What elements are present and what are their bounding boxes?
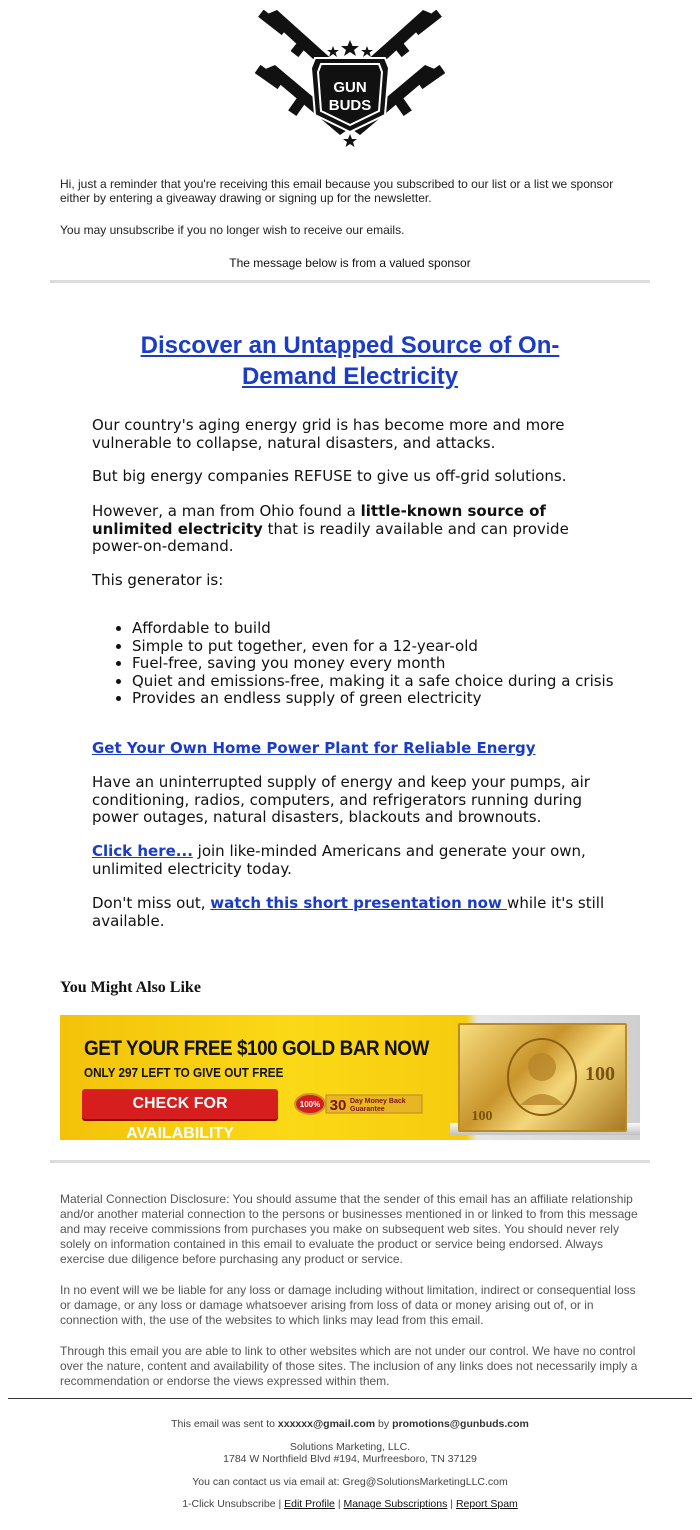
liability-disclaimer: In no event will we be liable for any loss or damage including without limitation, indirect or consequential loss or damage, or any loss or damage whatsoever arising from loss of data or money arising out of, or in connection with, the use of the websites to which links may lead from this email. xyxy=(60,1283,636,1327)
material-connection-disclosure: Material Connection Disclosure: You should assume that the sender of this email has an affiliate relationship and/or another material connection to the persons or businesses mentioned in or linked to from this message and may receive commissions from purchases you make on subsequent web sites. You should never rely solely on information contained in this email to evaluate the product or service being endorsed. Always exercise due diligence before purchasing any product or service. xyxy=(60,1192,638,1266)
list-item: • Fuel-free, saving you money every month xyxy=(132,655,632,673)
ad-paragraph-1: Our country's aging energy grid is has become more and more vulnerable to collapse, natural disasters, and attacks. xyxy=(92,416,565,452)
footer-sent-to xyxy=(0,1418,700,1431)
ad-paragraph-7-post: while it's still available. xyxy=(92,894,605,930)
ad-headline-link[interactable]: Discover an Untapped Source of On-Demand Electricity xyxy=(140,332,560,390)
check-availability-button[interactable]: CHECK FOR AVAILABILITY xyxy=(82,1089,278,1119)
separator: | xyxy=(275,1498,285,1510)
gunbuds-logo xyxy=(0,10,700,160)
ad-paragraph-6-text: join like-minded Americans and generate your own, unlimited electricity today. xyxy=(92,842,586,878)
guarantee-days: 30 xyxy=(329,1097,347,1114)
ad-paragraph-3-pre: However, a man from Ohio found a xyxy=(92,502,361,520)
ad-paragraph-7 xyxy=(92,895,607,930)
ad-paragraph-3 xyxy=(92,503,607,556)
separator: | xyxy=(334,1498,344,1510)
footer-contact: You can contact us via email at: Greg@SolutionsMarketingLLC.com xyxy=(192,1476,508,1488)
ad-paragraph-7-pre: Don't miss out, xyxy=(92,894,211,912)
by-label: by xyxy=(375,1418,393,1430)
ad-headline xyxy=(100,330,600,392)
footer-divider xyxy=(8,1398,692,1399)
one-click-unsubscribe-label[interactable]: 1-Click Unsubscribe xyxy=(182,1498,276,1510)
edit-profile-link[interactable]: Edit Profile xyxy=(284,1498,335,1510)
ad-paragraph-6 xyxy=(92,843,607,878)
ad-paragraph-3-post: that is readily available and can provide power-on-demand. xyxy=(92,519,569,555)
watch-presentation-link[interactable]: watch this short presentation now xyxy=(210,894,508,912)
ad-paragraph-5: Have an uninterrupted supply of energy and keep your pumps, air conditioning, radios, computers, and refrigerators running during power outages, natural disasters, blackouts and brownouts. xyxy=(92,773,590,826)
logo-text-gun: GUN xyxy=(333,79,367,96)
money-back-guarantee-badge xyxy=(294,1093,424,1115)
you-might-also-like-heading: You Might Also Like xyxy=(60,979,201,996)
gold-bar-value-small: 100 xyxy=(471,1109,493,1124)
sponsor-note: The message below is from a valued sponsor xyxy=(229,256,471,270)
gold-bar-image xyxy=(458,1023,627,1132)
separator: | xyxy=(447,1498,456,1510)
subscription-reminder: Hi, just a reminder that you're receiving this email because you subscribed to our list or a list we sponsor either by entering a giveaway drawing or signing up for the newsletter. xyxy=(60,177,614,205)
footer-company: Solutions Marketing, LLC. xyxy=(289,1441,411,1453)
sender-email: promotions@gunbuds.com xyxy=(392,1418,529,1430)
ad-paragraph-2: But big energy companies REFUSE to give us off-grid solutions. xyxy=(92,467,567,485)
divider xyxy=(50,280,650,283)
external-links-disclaimer: Through this email you are able to link to other websites which are not under our control. We have no control over the nature, content and availability of those sites. The inclusion of any links does not necessarily imply a recommendation or endorse the views expressed within them. xyxy=(60,1344,638,1388)
recipient-email: xxxxxx@gmail.com xyxy=(277,1418,376,1430)
home-power-plant-link-wrap xyxy=(92,740,607,758)
footer-address: 1784 W Northfield Blvd #194, Murfreesboro, TN 37129 xyxy=(223,1453,477,1465)
list-item: • Provides an endless supply of green electricity xyxy=(132,690,632,708)
gold-bar-banner[interactable] xyxy=(60,1015,640,1140)
banner-title: GET YOUR FREE $100 GOLD BAR NOW xyxy=(84,1037,429,1060)
sent-to-label: This email was sent to xyxy=(171,1418,278,1430)
divider xyxy=(50,1160,650,1163)
report-spam-link[interactable]: Report Spam xyxy=(455,1498,518,1510)
list-item: • Affordable to build xyxy=(132,620,632,638)
generator-benefits-list xyxy=(92,620,632,708)
home-power-plant-link[interactable]: Get Your Own Home Power Plant for Reliable Energy xyxy=(92,739,536,757)
gold-bar-value: 100 xyxy=(585,1063,615,1085)
guarantee-line-2: Guarantee xyxy=(350,1106,385,1113)
guarantee-line-1: Day Money Back xyxy=(350,1098,406,1105)
click-here-link[interactable]: Click here... xyxy=(92,842,193,860)
list-item: • Simple to put together, even for a 12-year-old xyxy=(132,638,632,656)
list-item: • Quiet and emissions-free, making it a safe choice during a crisis xyxy=(132,673,632,691)
footer-links xyxy=(0,1498,700,1511)
ad-paragraph-3-bold: little-known source of unlimited electricity xyxy=(92,502,546,538)
manage-subscriptions-link[interactable]: Manage Subscriptions xyxy=(343,1498,448,1510)
benjamin-portrait-icon xyxy=(460,1025,625,1130)
unsubscribe-note: You may unsubscribe if you no longer wish to receive our emails. xyxy=(60,223,405,237)
guarantee-percent: 100% xyxy=(299,1100,321,1109)
ad-paragraph-4: This generator is: xyxy=(92,571,224,589)
logo-text-buds: BUDS xyxy=(328,97,372,114)
banner-subtitle: ONLY 297 LEFT TO GIVE OUT FREE xyxy=(84,1065,284,1080)
gunbuds-logo-icon xyxy=(255,10,445,150)
